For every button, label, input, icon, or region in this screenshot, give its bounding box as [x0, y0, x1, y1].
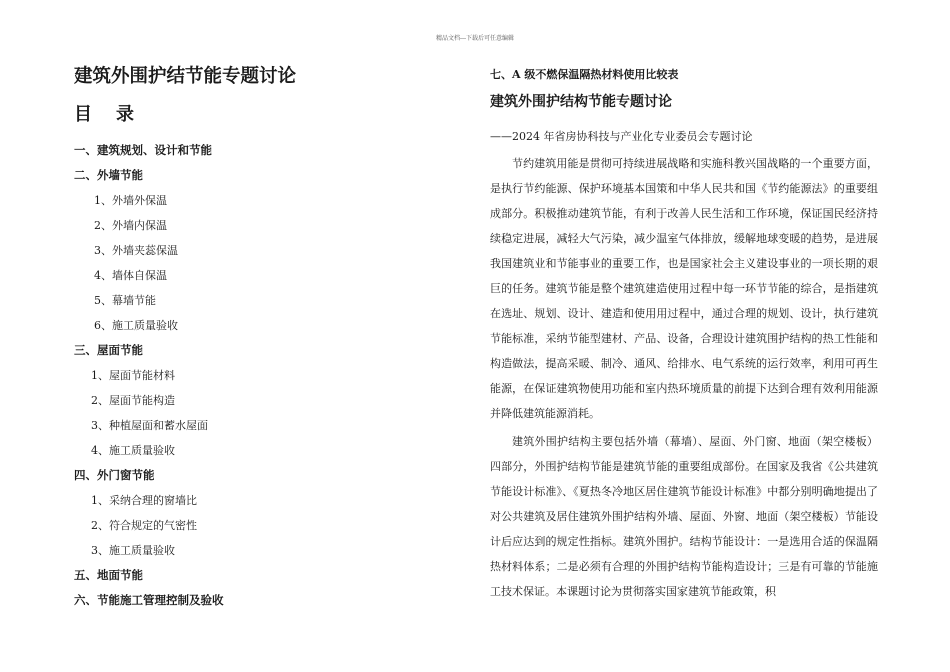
toc-item: 6、施工质量验收 [94, 319, 178, 332]
toc-item: 3、施工质量验收 [91, 544, 175, 557]
toc-section: 二、外墙节能 [74, 168, 143, 182]
toc-title-char-1: 目 [74, 104, 92, 125]
toc-item: 2、外墙内保温 [94, 219, 167, 232]
article-title: 建筑外围护结构节能专题讨论 [490, 94, 672, 110]
toc-item: 2、符合规定的气密性 [91, 519, 197, 532]
toc-item: 3、外墙夹蕊保温 [94, 244, 178, 257]
toc-section: 四、外门窗节能 [74, 468, 155, 482]
toc-item: 1、外墙外保温 [94, 194, 167, 207]
toc-section: 三、屋面节能 [74, 343, 143, 357]
toc-item: 1、屋面节能材料 [91, 369, 175, 382]
paragraph-2: 建筑外围护结构主要包括外墙（幕墙）、屋面、外门窗、地面（架空楼板）四部分，外围护结构节能是建筑节能的重要组成部份。在国家及我省《公共建筑节能设计标准》、《夏热冬冷地区居住建筑节能设计标准》中都分别明确地提出了对公共建筑及居住建筑外围护结构外墙、屋面、外窗、地面（架空楼板）节能设计后应达到的规定性指标。建筑外围护。结构节能设计：一是选用合适的保温隔热材料体系；二是必须有合理的外围护结构节能构造设计；三是有可靠的节能施工技术保证。本课题讨论为贯彻落实国家建筑节能政策，积 [490, 434, 878, 598]
table-of-contents [74, 138, 454, 613]
toc-section: 一、建筑规划、设计和节能 [74, 143, 212, 157]
toc-item: 4、墙体自保温 [94, 269, 167, 282]
paragraph-1: 节约建筑用能是贯彻可持续进展战略和实施科教兴国战略的一个重要方面，是执行节约能源、保护环境基本国策和中华人民共和国《节约能源法》的重要组成部分。积极推动建筑节能，有利于改善人民生活和工作环境，保证国民经济持续稳定进展，减轻大气污染，减少温室气体排放，缓解地球变暖的趋势，是进展我国建筑业和节能事业的重要工作，也是国家社会主义建设事业的一项长期的艰巨的任务。建筑节能是整个建筑建造使用过程中每一环节节能的综合，是指建筑在选址、规划、设计、建造和使用用过程中，通过合理的规划、设计，执行建筑节能标准，采纳节能型建材、产品、设备，合理设计建筑围护结构的热工性能和构造做法，提高采暖、制冷、通风、给排水、电气系统的运行效率，利用可再生能源，在保证建筑物使用功能和室内热环境质量的前提下达到合理有效利用能源并降低建筑能源消耗。 [490, 157, 878, 421]
toc-item: 3、种植屋面和蓄水屋面 [91, 419, 208, 432]
toc-item: 4、施工质量验收 [91, 444, 175, 457]
right-column [490, 64, 878, 604]
toc-title [74, 102, 454, 128]
toc-item: 5、幕墙节能 [94, 294, 156, 307]
toc-title-char-2: 录 [116, 104, 134, 125]
page-header: 精品文档---下载后可任意编辑 [435, 35, 515, 42]
toc-item: 1、采纳合理的窗墙比 [91, 494, 197, 507]
section-heading: 七、A 级不燃保温隔热材料使用比较表 [490, 68, 679, 81]
article-subtitle: ——2024 年省房协科技与产业化专业委员会专题讨论 [490, 130, 753, 143]
toc-item: 2、屋面节能构造 [91, 394, 175, 407]
document-title: 建筑外围护结节能专题讨论 [74, 66, 297, 87]
left-column [74, 64, 454, 613]
toc-section: 六、节能施工管理控制及验收 [74, 593, 224, 607]
toc-section: 五、地面节能 [74, 568, 143, 582]
